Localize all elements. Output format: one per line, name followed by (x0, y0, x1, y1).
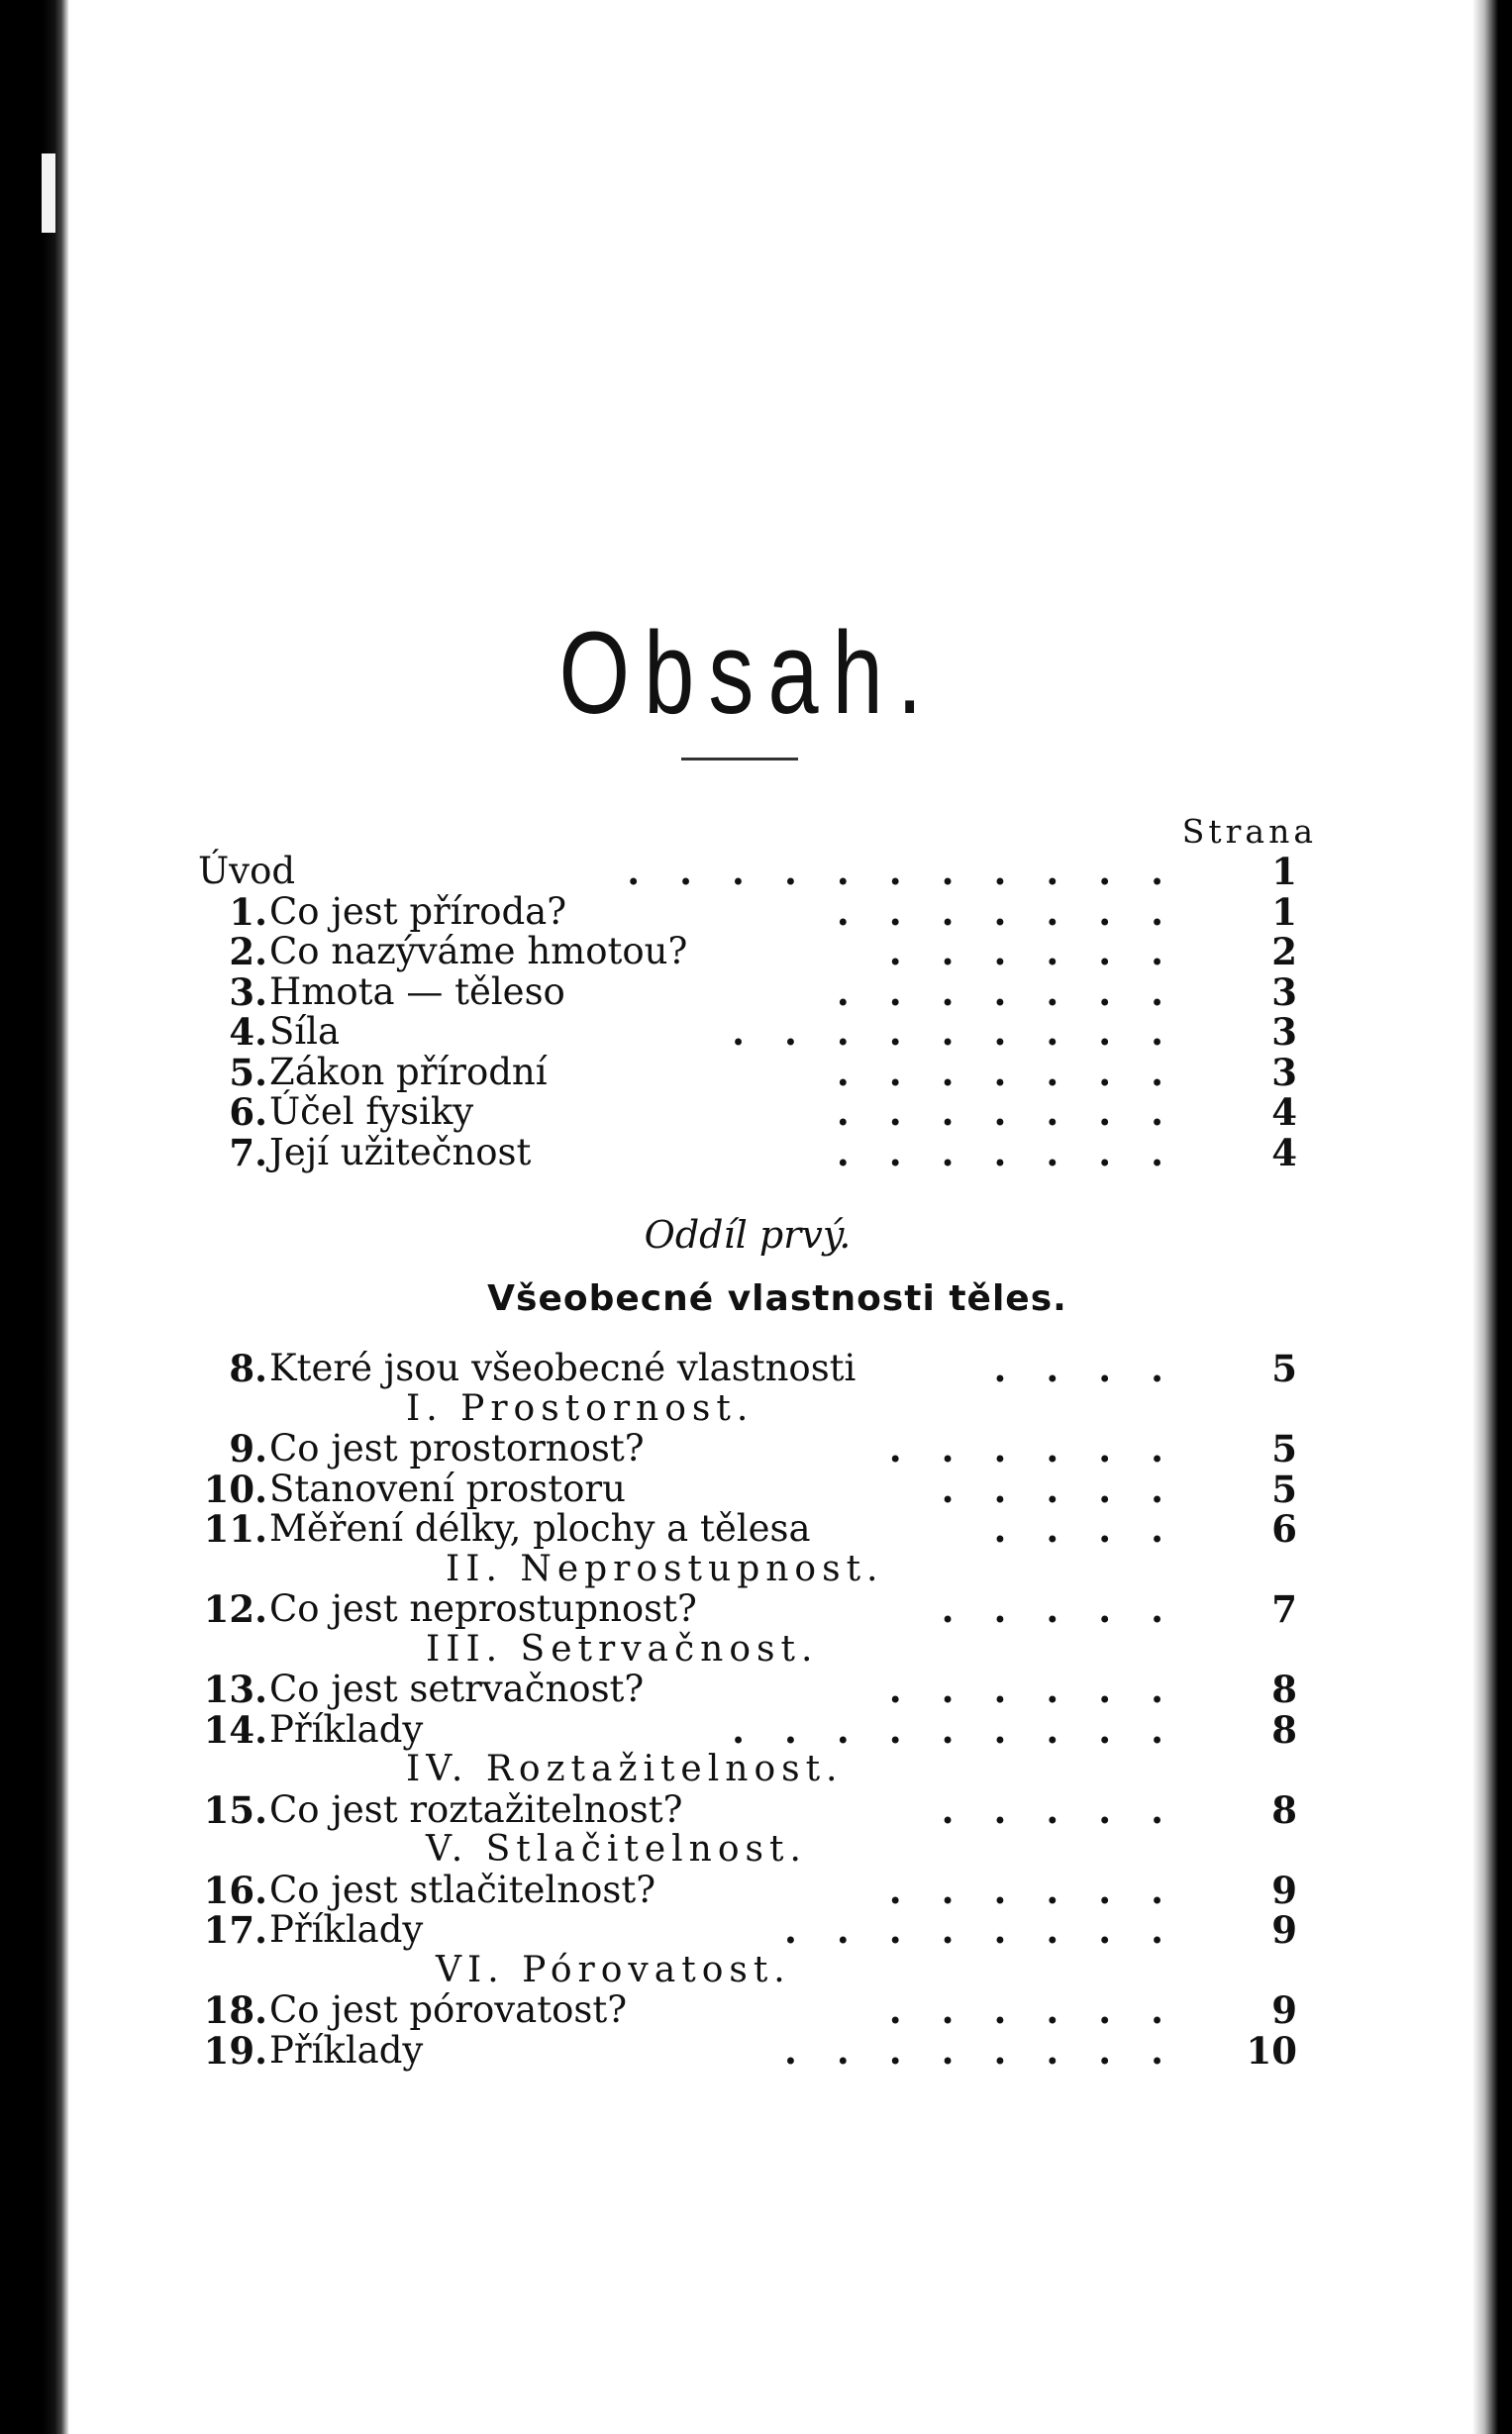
toc-entry-label: Úvod (198, 850, 296, 892)
leader-dots: ......... (732, 1707, 1203, 1752)
leader-dots: ...... (888, 1668, 1203, 1711)
toc-entry (198, 1050, 1297, 1094)
toc-entry (198, 1707, 1297, 1752)
toc-entry (198, 1509, 1297, 1550)
section-heading (198, 1550, 1297, 1590)
toc-entry-number: 3. (229, 969, 267, 1014)
page (198, 0, 1317, 2434)
section-heading (198, 1630, 1297, 1671)
leader-dots: ....... (836, 1130, 1203, 1174)
leader-dots: ..... (941, 1587, 1203, 1631)
leader-dots: ..... (941, 1787, 1203, 1832)
toc-entry (198, 969, 1297, 1014)
toc-entry-page: 3 (1271, 969, 1297, 1014)
toc-entry-page: 8 (1271, 1668, 1297, 1711)
toc-entry-number: 10. (203, 1467, 267, 1511)
section-heading-text: VI. Pórovatost. (436, 1949, 791, 1990)
leader-dots: ....... (836, 1090, 1203, 1134)
toc-entry-page: 3 (1271, 1010, 1297, 1054)
leader-dots: ....... (836, 1050, 1203, 1094)
section-heading-text: IV. Roztažitelnost. (406, 1749, 844, 1789)
toc-entry-intro (198, 852, 1297, 892)
leader-dots: ...... (888, 1988, 1203, 2032)
toc-entry-label: Co jest pórovatost? (269, 1988, 628, 2031)
leader-dots: ........... (627, 850, 1203, 893)
toc-entry-label: Síla (269, 1010, 341, 1053)
toc-entry-number: 1. (229, 889, 267, 934)
toc-entry-page: 4 (1271, 1130, 1297, 1174)
toc-entry-number: 5. (229, 1050, 267, 1094)
toc-entry-page: 9 (1271, 1868, 1297, 1912)
toc-entry-page: 6 (1271, 1507, 1297, 1551)
section-heading-text: III. Setrvačnost. (426, 1628, 819, 1670)
sections (198, 1389, 1297, 2072)
toc-entry (198, 889, 1297, 934)
toc-entry-page: 9 (1271, 1988, 1297, 2032)
toc-entry-page: 5 (1271, 1467, 1297, 1511)
toc-entry (198, 1670, 1297, 1710)
toc-entry (198, 1787, 1297, 1832)
section-heading (198, 1750, 1297, 1790)
toc-entry-number: 9. (229, 1427, 267, 1471)
title-rule (681, 758, 798, 761)
toc-entry-label: Příklady (269, 2028, 424, 2072)
section-heading (198, 1389, 1297, 1430)
leader-dots: ......... (732, 1010, 1203, 1054)
leader-dots: ....... (836, 969, 1203, 1014)
toc-entry-label: Co jest roztažitelnost? (269, 1787, 683, 1831)
leader-dots: ...... (888, 1868, 1203, 1912)
toc-entry-page: 1 (1271, 889, 1297, 934)
toc-entry-label: Co nazýváme hmotou? (269, 930, 688, 972)
toc-entry-page: 8 (1271, 1707, 1297, 1752)
leader-dots: ........ (783, 2028, 1203, 2073)
toc-entry (198, 1429, 1297, 1470)
page-column-header: Strana (1181, 812, 1317, 851)
toc-entry-label: Její užitečnost (269, 1130, 532, 1173)
toc-entry-label: Které jsou všeobecné vlastnosti (269, 1347, 857, 1389)
toc-entry-number: 8. (229, 1347, 267, 1390)
toc-entry-number: 6. (229, 1090, 267, 1134)
toc-entry-page: 10 (1246, 2028, 1297, 2073)
toc-entry-number: 12. (203, 1587, 267, 1631)
toc-entry-label: Co jest stlačitelnost? (269, 1868, 656, 1911)
toc-entry-number: 4. (229, 1010, 267, 1054)
toc-entry-page: 5 (1271, 1427, 1297, 1471)
page-left-edge-shadow (0, 0, 69, 2434)
toc-entry-number: 19. (203, 2028, 267, 2073)
part-title: Všeobecné vlastnosti těles. (487, 1278, 1067, 1319)
page-right-edge-shadow (1472, 0, 1512, 2434)
toc-entry-label: Co jest neprostupnost? (269, 1587, 697, 1630)
toc-entry (198, 1467, 1297, 1511)
toc-entry-number: 11. (203, 1507, 267, 1551)
toc-entry-page: 8 (1271, 1787, 1297, 1832)
toc-entry-label: Měření délky, plochy a tělesa (269, 1507, 811, 1550)
part-subtitle: Oddíl prvý. (644, 1213, 852, 1257)
toc-entry (198, 1012, 1297, 1053)
toc-entry-label: Co jest setrvačnost? (269, 1668, 645, 1710)
section-heading-text: II. Neprostupnost. (446, 1548, 884, 1589)
toc-entry-number: 2. (229, 930, 267, 973)
toc-entry (198, 1868, 1297, 1912)
section-heading-text: V. Stlačitelnost. (426, 1829, 807, 1870)
toc-entry-label: Hmota — těleso (269, 969, 565, 1013)
toc-entry (198, 2028, 1297, 2073)
toc-entry-number: 14. (203, 1707, 267, 1752)
table-of-contents (198, 852, 1297, 2071)
section-heading (198, 1830, 1297, 1871)
page-edge-mark (42, 153, 55, 233)
leader-dots: ...... (888, 1427, 1203, 1471)
toc-entry (198, 932, 1297, 972)
toc-entry (198, 1990, 1297, 2031)
leader-dots: ....... (836, 889, 1203, 934)
toc-entry-page: 1 (1271, 850, 1297, 893)
toc-entry-number: 7. (229, 1130, 267, 1174)
toc-entry-page: 5 (1271, 1347, 1297, 1390)
section-heading-text: I. Prostornost. (406, 1387, 755, 1429)
toc-entry-label: Co jest příroda? (269, 889, 567, 933)
toc-entry-label: Účel fysiky (269, 1090, 474, 1133)
toc-entry-number: 13. (203, 1668, 267, 1711)
section-heading (198, 1951, 1297, 1991)
toc-entry (198, 1130, 1297, 1174)
leader-dots: ...... (888, 930, 1203, 973)
toc-entry (198, 1910, 1297, 1951)
leader-dots: ........ (783, 1908, 1203, 1952)
toc-entry-label: Příklady (269, 1908, 424, 1951)
leader-dots: .... (993, 1507, 1203, 1551)
toc-entry-label: Zákon přírodní (269, 1050, 548, 1093)
intro-items (198, 889, 1297, 1174)
toc-entry-page: 3 (1271, 1050, 1297, 1094)
page-title: Obsah. (558, 608, 937, 739)
toc-entry-page: 2 (1271, 930, 1297, 973)
leader-dots: ..... (941, 1467, 1203, 1511)
toc-entry (198, 1349, 1297, 1389)
toc-entry-label: Stanovení prostoru (269, 1467, 626, 1510)
toc-entry (198, 1589, 1297, 1630)
toc-entry-number: 15. (203, 1787, 267, 1832)
toc-entry-number: 16. (203, 1868, 267, 1912)
toc-entry-page: 4 (1271, 1090, 1297, 1134)
toc-entry-number: 17. (203, 1908, 267, 1952)
toc-entry-label: Co jest prostornost? (269, 1427, 645, 1470)
toc-entry-label: Příklady (269, 1707, 424, 1751)
toc-entry-page: 9 (1271, 1908, 1297, 1952)
toc-entry-page: 7 (1271, 1587, 1297, 1631)
toc-entry-number: 18. (203, 1988, 267, 2032)
leader-dots: .... (993, 1347, 1203, 1390)
toc-entry (198, 1092, 1297, 1133)
